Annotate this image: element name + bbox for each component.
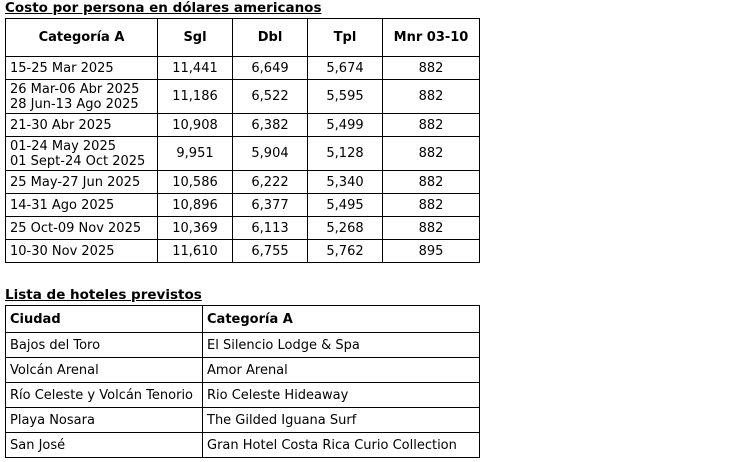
city-cell: Río Celeste y Volcán Tenorio bbox=[6, 383, 203, 408]
hotel-cell: Rio Celeste Hideaway bbox=[203, 383, 480, 408]
city-cell: Volcán Arenal bbox=[6, 358, 203, 383]
column-header-category: Categoría A bbox=[6, 19, 158, 57]
mnr-cell: 882 bbox=[383, 80, 480, 114]
mnr-cell: 882 bbox=[383, 217, 480, 240]
period-line: 14-31 Ago 2025 bbox=[10, 197, 115, 213]
mnr-cell: 882 bbox=[383, 137, 480, 171]
mnr-cell: 882 bbox=[383, 194, 480, 217]
sgl-cell: 9,951 bbox=[158, 137, 233, 171]
hotel-cell: Amor Arenal bbox=[203, 358, 480, 383]
table-row bbox=[6, 408, 480, 433]
city-cell: San José bbox=[6, 433, 203, 458]
dbl-cell: 6,113 bbox=[233, 217, 308, 240]
column-header-tpl: Tpl bbox=[308, 19, 383, 57]
price-table bbox=[5, 18, 480, 263]
dbl-cell: 6,377 bbox=[233, 194, 308, 217]
period-cell bbox=[6, 57, 158, 80]
column-header-sgl: Sgl bbox=[158, 19, 233, 57]
column-header-dbl: Dbl bbox=[233, 19, 308, 57]
period-cell bbox=[6, 240, 158, 263]
tpl-cell: 5,495 bbox=[308, 194, 383, 217]
city-cell: Playa Nosara bbox=[6, 408, 203, 433]
hotel-table-header-row bbox=[6, 306, 480, 333]
period-line: 15-25 Mar 2025 bbox=[10, 60, 114, 76]
period-line: 01 Sept-24 Oct 2025 bbox=[10, 153, 146, 169]
dbl-cell: 6,382 bbox=[233, 114, 308, 137]
hotel-table-title: Lista de hoteles previstos bbox=[5, 287, 202, 303]
period-line: 21-30 Abr 2025 bbox=[10, 117, 112, 133]
tpl-cell: 5,762 bbox=[308, 240, 383, 263]
period-line: 28 Jun-13 Ago 2025 bbox=[10, 96, 139, 112]
table-row bbox=[6, 217, 480, 240]
mnr-cell: 895 bbox=[383, 240, 480, 263]
sgl-cell: 11,186 bbox=[158, 80, 233, 114]
dbl-cell: 5,904 bbox=[233, 137, 308, 171]
hotel-cell: Gran Hotel Costa Rica Curio Collection bbox=[203, 433, 480, 458]
sgl-cell: 11,610 bbox=[158, 240, 233, 263]
table-row bbox=[6, 57, 480, 80]
tpl-cell: 5,499 bbox=[308, 114, 383, 137]
dbl-cell: 6,522 bbox=[233, 80, 308, 114]
sgl-cell: 10,896 bbox=[158, 194, 233, 217]
sgl-cell: 10,369 bbox=[158, 217, 233, 240]
mnr-cell: 882 bbox=[383, 114, 480, 137]
tpl-cell: 5,340 bbox=[308, 171, 383, 194]
dbl-cell: 6,649 bbox=[233, 57, 308, 80]
table-row bbox=[6, 358, 480, 383]
hotel-cell: El Silencio Lodge & Spa bbox=[203, 333, 480, 358]
table-row bbox=[6, 383, 480, 408]
sgl-cell: 10,908 bbox=[158, 114, 233, 137]
price-table-header-row bbox=[6, 19, 480, 57]
hotel-table bbox=[5, 305, 480, 458]
tpl-cell: 5,268 bbox=[308, 217, 383, 240]
table-row bbox=[6, 114, 480, 137]
dbl-cell: 6,755 bbox=[233, 240, 308, 263]
period-cell bbox=[6, 217, 158, 240]
period-line: 25 May-27 Jun 2025 bbox=[10, 174, 141, 190]
table-row bbox=[6, 240, 480, 263]
table-row bbox=[6, 80, 480, 114]
mnr-cell: 882 bbox=[383, 171, 480, 194]
table-row bbox=[6, 433, 480, 458]
table-row bbox=[6, 194, 480, 217]
sgl-cell: 10,586 bbox=[158, 171, 233, 194]
price-table-title: Costo por persona en dólares americanos bbox=[5, 0, 322, 16]
hotel-cell: The Gilded Iguana Surf bbox=[203, 408, 480, 433]
period-cell bbox=[6, 171, 158, 194]
period-cell bbox=[6, 194, 158, 217]
period-cell bbox=[6, 114, 158, 137]
table-row bbox=[6, 171, 480, 194]
period-line: 25 Oct-09 Nov 2025 bbox=[10, 220, 142, 236]
table-row bbox=[6, 333, 480, 358]
period-line: 26 Mar-06 Abr 2025 bbox=[10, 81, 140, 97]
period-line: 10-30 Nov 2025 bbox=[10, 243, 115, 259]
sgl-cell: 11,441 bbox=[158, 57, 233, 80]
city-cell: Bajos del Toro bbox=[6, 333, 203, 358]
mnr-cell: 882 bbox=[383, 57, 480, 80]
column-header-mnr: Mnr 03-10 bbox=[383, 19, 480, 57]
tpl-cell: 5,128 bbox=[308, 137, 383, 171]
period-cell bbox=[6, 137, 158, 171]
tpl-cell: 5,674 bbox=[308, 57, 383, 80]
period-line: 01-24 May 2025 bbox=[10, 138, 116, 154]
dbl-cell: 6,222 bbox=[233, 171, 308, 194]
column-header-hotel-category: Categoría A bbox=[203, 306, 480, 333]
table-row bbox=[6, 137, 480, 171]
tpl-cell: 5,595 bbox=[308, 80, 383, 114]
column-header-city: Ciudad bbox=[6, 306, 203, 333]
period-cell bbox=[6, 80, 158, 114]
